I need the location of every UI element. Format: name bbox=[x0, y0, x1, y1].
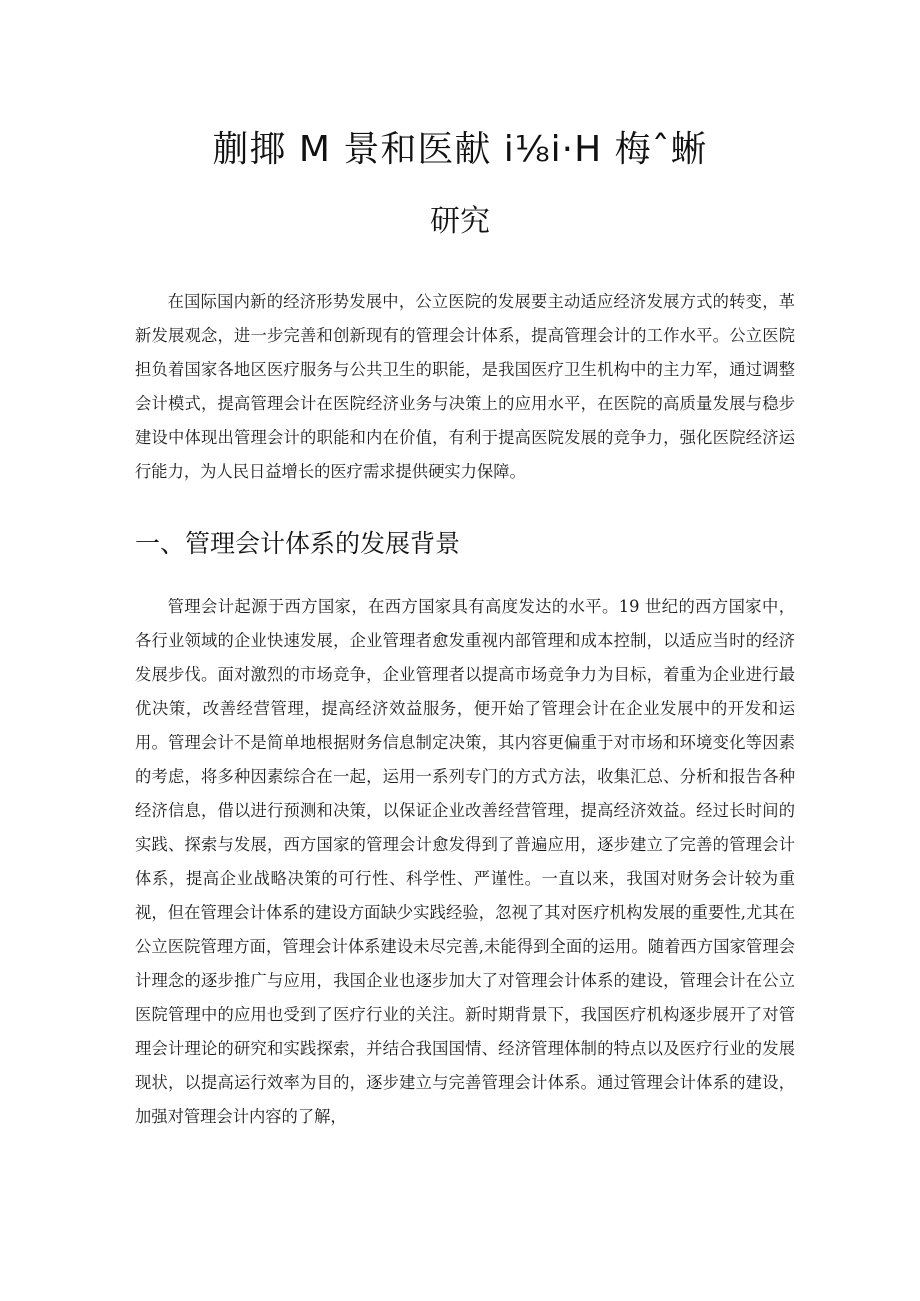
section-paragraph: 管理会计起源于西方国家，在西方国家具有高度发达的水平。19 世纪的西方国家中，各行业领域的企业快速发展，企业管理者愈发重视内部管理和成本控制，以适应当时的经济发展步伐。面对激烈的市场竞争，企业管理者以提高市场竞争力为目标，着重为企业进行最优决策，改善经营管理，提高经济效益服务，便开始了管理会计在企业发展中的开发和运用。管理会计不是简单地根据财务信息制定决策，其内容更偏重于对市场和环境变化等因素的考虑，将多种因素综合在一起，运用一系列专门的方式方法，收集汇总、分析和报告各种经济信息，借以进行预测和决策，以保证企业改善经营管理，提高经济效益。经过长时间的实践、探索与发展，西方国家的管理会计愈发得到了普遍应用，逐步建立了完善的管理会计体系，提高企业战略决策的可行性、科学性、严谨性。一直以来，我国对财务会计较为重视，但在管理会计体系的建设方面缺少实践经验，忽视了其对医疗机构发展的重要性,尤其在公立医院管理方面，管理会计体系建设未尽完善,未能得到全面的运用。随着西方国家管理会计理念的逐步推广与应用，我国企业也逐步加大了对管理会计体系的建设，管理会计在公立医院管理中的应用也受到了医疗行业的关注。新时期背景下，我国医疗机构逐步展开了对管理会计理论的研究和实践探索，并结合我国国情、经济管理体制的特点以及医疗行业的发展现状，以提高运行效率为目的，逐步建立与完善管理会计体系。通过管理会计体系的建设，加强对管理会计内容的了解， bbox=[135, 597, 795, 1126]
document-title-continued: 研究 bbox=[430, 204, 490, 239]
intro-paragraph: 在国际国内新的经济形势发展中，公立医院的发展要主动适应经济发展方式的转变，革新发展观念，进一步完善和创新现有的管理会计体系，提高管理会计的工作水平。公立医院担负着国家各地区医疗服务与公共卫生的职能，是我国医疗卫生机构中的主力军，通过调整会计模式，提高管理会计在医院经济业务与决策上的应用水平，在医院的高质量发展与稳步建设中体现出管理会计的职能和内在价值，有利于提高医院发展的竞争力，强化医院经济运行能力，为人民日益增长的医疗需求提供硬实力保障。 bbox=[135, 292, 795, 481]
document-title: 蒯揶 M 景和医献 i⅛i·H 梅ˆ蜥 bbox=[212, 129, 708, 170]
section-paragraph-block bbox=[135, 590, 795, 1134]
intro-paragraph-block bbox=[135, 285, 795, 489]
section-heading: 一、管理会计体系的发展背景 bbox=[135, 529, 461, 558]
